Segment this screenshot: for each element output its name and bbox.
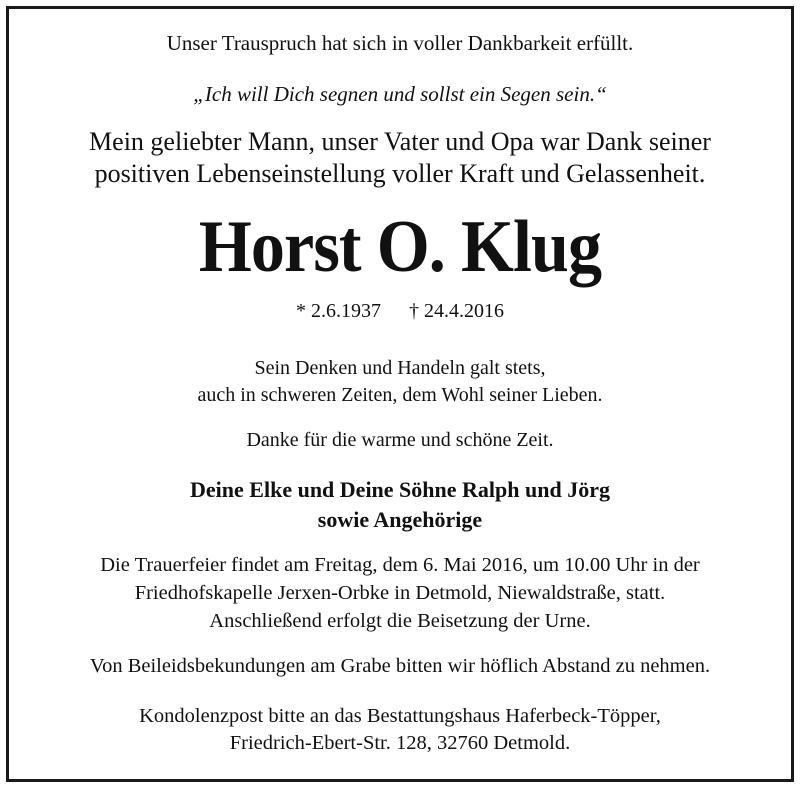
- condolence-address-line: Kondolenzpost bitte an das Bestattungshaus Haferbeck-Töpper,: [139, 705, 661, 727]
- deceased-name: Horst O. Klug: [198, 206, 602, 288]
- funeral-info-line: Friedhofskapelle Jerxen-Orbke in Detmold, Niewaldstraße, statt.: [134, 582, 666, 604]
- remembrance-line: auch in schweren Zeiten, dem Wohl seiner Lieben.: [197, 384, 603, 406]
- funeral-info-line: Anschließend erfolgt die Beisetzung der Urne.: [209, 610, 591, 632]
- life-dates: [0, 301, 800, 321]
- mourners-signature: sowie Angehörige: [317, 507, 483, 532]
- tribute-line: positiven Lebenseinstellung voller Kraft und Gelassenheit.: [94, 159, 706, 188]
- birth-date: * 2.6.1937: [296, 300, 381, 322]
- condolence-address-line: Friedrich-Ebert-Str. 128, 32760 Detmold.: [229, 732, 571, 754]
- remembrance-line: Sein Denken und Handeln galt stets,: [254, 357, 546, 379]
- death-date: † 24.4.2016: [409, 300, 504, 322]
- condolence-note: Von Beileidsbekundungen am Grabe bitten wir höflich Abstand zu nehmen.: [89, 655, 711, 677]
- wedding-verse-quote: „Ich will Dich segnen und sollst ein Segen sein.“: [193, 82, 607, 106]
- intro-text: Unser Trauspruch hat sich in voller Dankbarkeit erfüllt.: [166, 31, 634, 55]
- tribute-line: Mein geliebter Mann, unser Vater und Opa war Dank seiner: [89, 127, 711, 156]
- thanks-line: Danke für die warme und schöne Zeit.: [246, 429, 554, 451]
- mourners-signature: Deine Elke und Deine Söhne Ralph und Jörg: [190, 477, 610, 502]
- funeral-info-line: Die Trauerfeier findet am Freitag, dem 6. Mai 2016, um 10.00 Uhr in der: [100, 554, 700, 576]
